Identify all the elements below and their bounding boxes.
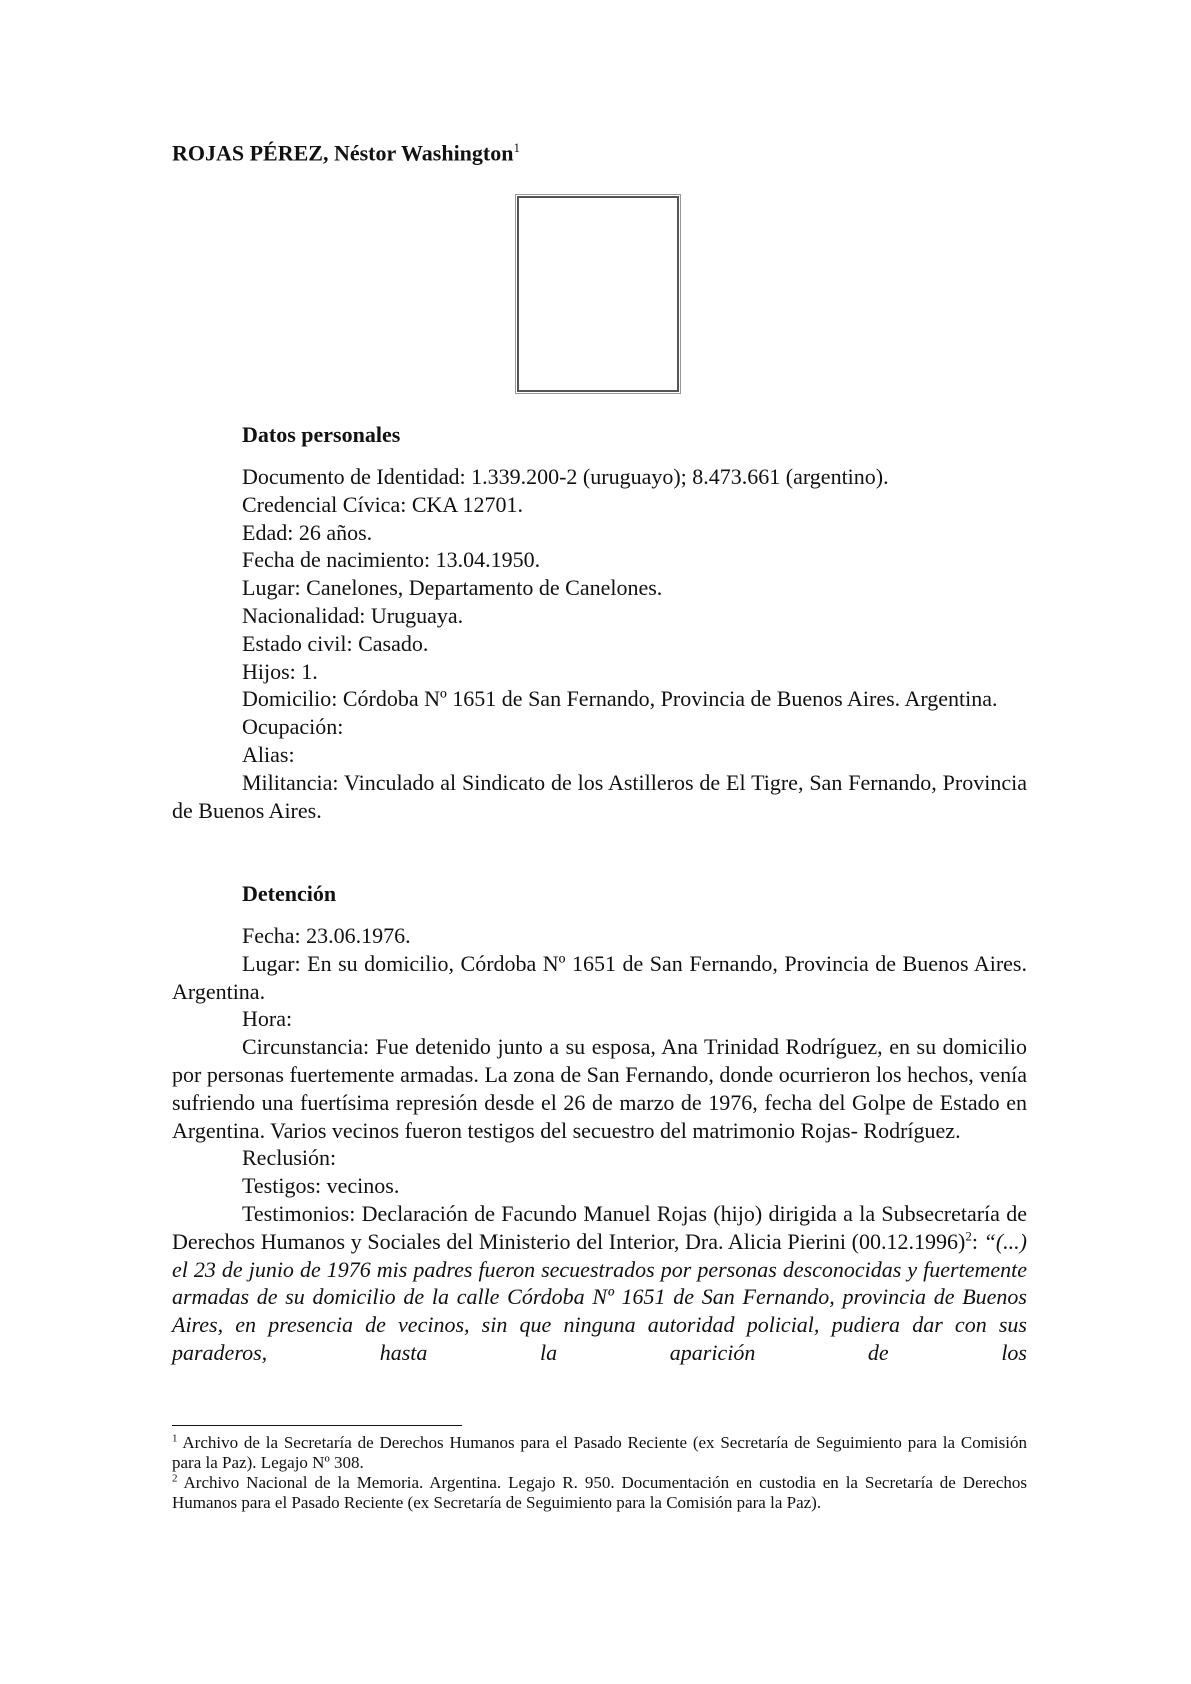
footnote-2: [172, 1473, 1027, 1513]
personal-line-nationality: Nacionalidad: Uruguaya.: [242, 602, 464, 628]
detention-witnesses: Testigos: vecinos.: [242, 1173, 400, 1199]
section-heading-detention: Detención: [242, 881, 337, 906]
photo-placeholder: [517, 196, 679, 392]
personal-line-alias: Alias:: [242, 741, 295, 767]
testimonies-intro: Testimonios: Declaración de Facundo Manuel Rojas (hijo) dirigida a la Subsecretaría de Derechos Humanos y Sociales del Ministerio del Interior, Dra. Alicia Pierini (00.12.1996): [172, 1200, 1027, 1254]
personal-line-document: Documento de Identidad: 1.339.200-2 (uruguayo); 8.473.661 (argentino).: [242, 464, 889, 489]
detention-place: Lugar: En su domicilio, Córdoba Nº 1651 de San Fernando, Provincia de Buenos Aires. Argentina.: [172, 950, 1027, 1004]
personal-data-block: [172, 463, 1027, 824]
testimonies-colon: :: [971, 1228, 984, 1254]
footnote-2-number: 2: [172, 1472, 178, 1485]
footnote-1-text: Archivo de la Secretaría de Derechos Humanos para el Pasado Reciente (ex Secretaría de Seguimiento para la Comisión para la Paz). Legajo Nº 308.: [172, 1433, 1027, 1472]
footnotes: [172, 1433, 1027, 1513]
detention-testimonies: [172, 1200, 1027, 1367]
person-name-title: [172, 140, 520, 166]
personal-line-age: Edad: 26 años.: [242, 519, 373, 545]
person-name: ROJAS PÉREZ, Néstor Washington: [172, 140, 514, 166]
footnote-separator: [172, 1425, 462, 1426]
personal-line-children: Hijos: 1.: [242, 658, 318, 684]
footnote-2-text: Archivo Nacional de la Memoria. Argentina. Legajo R. 950. Documentación en custodia en la Secretaría de Derechos Humanos para el Pasado Reciente (ex Secretaría de Seguimiento para la Comisión para la Paz).: [172, 1473, 1027, 1512]
detention-time: Hora:: [242, 1006, 293, 1032]
footnote-1-number: 1: [172, 1432, 178, 1445]
personal-line-credential: Credencial Cívica: CKA 12701.: [242, 491, 524, 517]
personal-line-militancy: Militancia: Vinculado al Sindicato de los Astilleros de El Tigre, San Fernando, Provincia de Buenos Aires.: [172, 769, 1027, 823]
detention-reclusion: Reclusión:: [242, 1145, 337, 1171]
footnote-ref-2: 2: [965, 1228, 972, 1244]
section-heading-personal: Datos personales: [242, 422, 401, 447]
footnote-ref-1: 1: [513, 140, 520, 155]
detention-circumstance: Circunstancia: Fue detenido junto a su esposa, Ana Trinidad Rodríguez, en su domicilio por personas fuertemente armadas. La zona de San Fernando, donde ocurrieron los hechos, venía sufriendo una fuertísima represión desde el 26 de marzo de 1976, fecha del Golpe de Estado en Argentina. Varios vecinos fueron testigos del secuestro del matrimonio Rojas- Rodríguez.: [172, 1034, 1027, 1143]
personal-line-occupation: Ocupación:: [242, 714, 344, 740]
personal-line-civil-status: Estado civil: Casado.: [242, 630, 429, 656]
detention-block: [172, 922, 1027, 1367]
testimonies-quote: “(...) el 23 de junio de 1976 mis padres fueron secuestrados por personas desconocidas y fuertemente armadas de su domicilio de la calle Córdoba Nº 1651 de San Fernando, provincia de Buenos Aires, en presencia de vecinos, sin que ninguna autoridad policial, pudiera dar con sus paraderos, hasta la aparición de los: [172, 1228, 1027, 1365]
footnote-1: [172, 1433, 1027, 1473]
personal-line-birthdate: Fecha de nacimiento: 13.04.1950.: [242, 547, 541, 573]
detention-date: Fecha: 23.06.1976.: [242, 923, 411, 948]
personal-line-birthplace: Lugar: Canelones, Departamento de Canelones.: [242, 575, 663, 601]
personal-line-address: Domicilio: Córdoba Nº 1651 de San Fernando, Provincia de Buenos Aires. Argentina.: [242, 686, 998, 712]
